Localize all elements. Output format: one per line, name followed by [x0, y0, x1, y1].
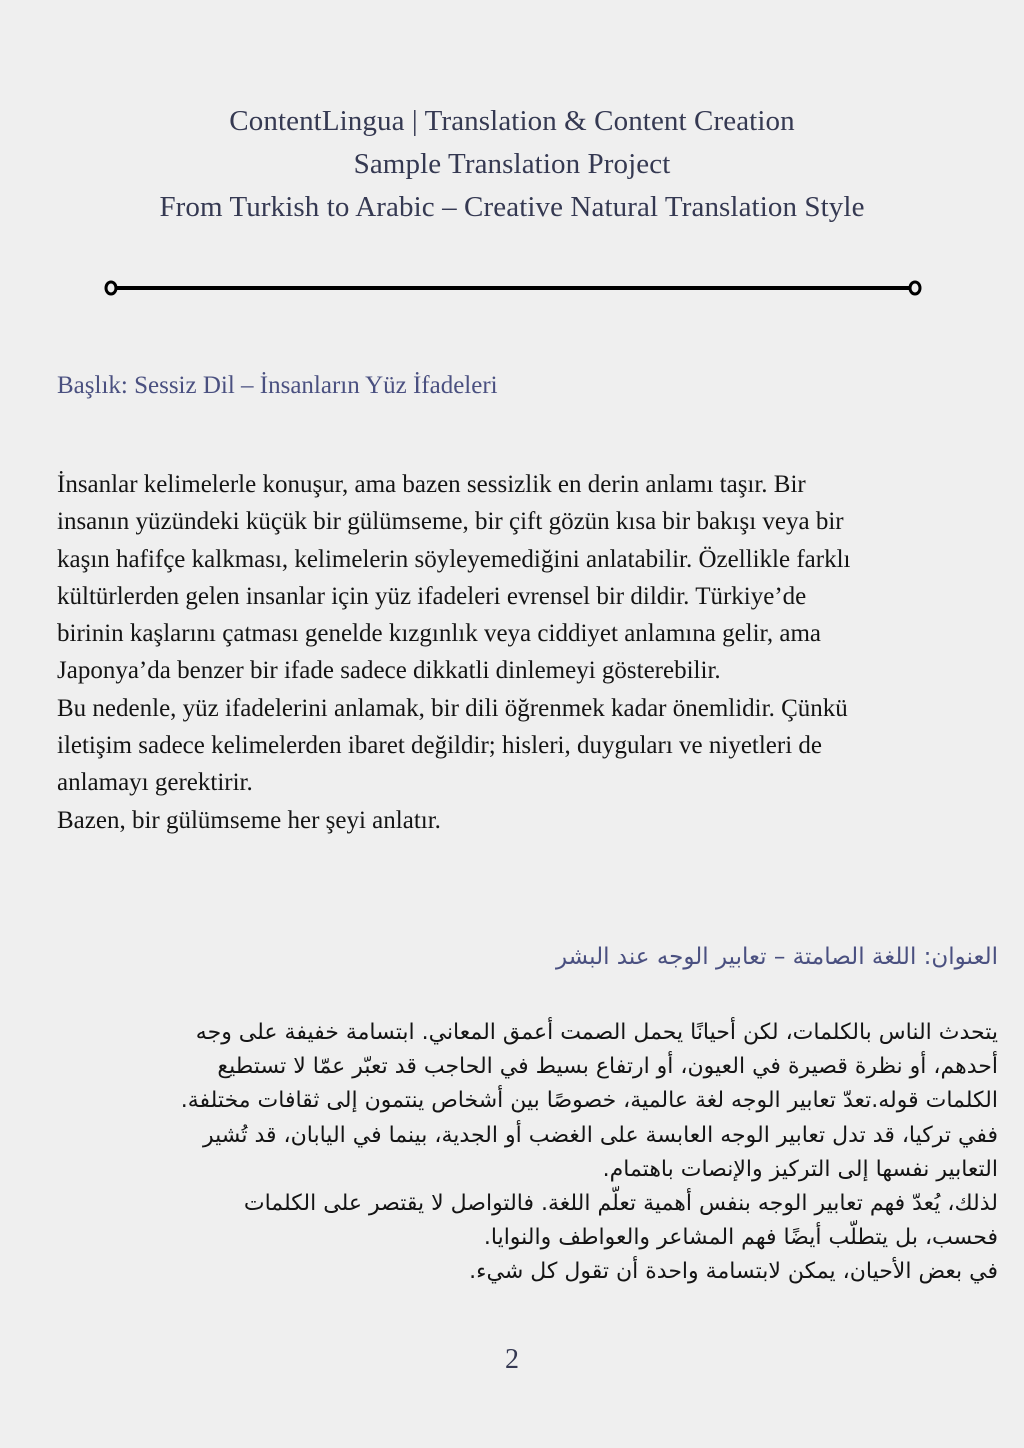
- turkish-body: [57, 466, 997, 839]
- arabic-line: لذلك، يُعدّ فهم تعابير الوجه بنفس أهمية تعلّم اللغة. فالتواصل لا يقتصر على الكلمات: [243, 1191, 998, 1217]
- document-header: [0, 100, 1024, 229]
- header-company-line: ContentLingua | Translation & Content Creation: [229, 105, 795, 137]
- turkish-line: Japonya’da benzer bir ifade sadece dikkatli dinlemeyi gösterebilir.: [57, 657, 721, 685]
- arabic-title: العنوان: اللغة الصامتة – تعابير الوجه عند البشر: [555, 944, 998, 970]
- turkish-line: insanın yüzündeki küçük bir gülümseme, bir çift gözün kısa bir bakışı veya bir: [57, 508, 844, 536]
- turkish-line: kaşın hafifçe kalkması, kelimelerin söyleyemediğini anlatabilir. Özellikle farklı: [57, 545, 851, 573]
- header-divider: [104, 278, 922, 298]
- turkish-line: birinin kaşlarını çatması genelde kızgınlık veya ciddiyet anlamına gelir, ama: [57, 620, 822, 648]
- header-project-line: Sample Translation Project: [353, 148, 671, 180]
- turkish-line: iletişim sadece kelimelerden ibaret değildir; hisleri, duyguları ve niyetleri de: [57, 732, 823, 760]
- arabic-line: أحدهم، أو نظرة قصيرة في العيون، أو ارتفاع بسيط في الحاجب قد تعبّر عمّا لا تستطيع: [217, 1054, 998, 1080]
- arabic-line: فحسب، بل يتطلّب أيضًا فهم المشاعر والعواطف والنوايا.: [483, 1225, 998, 1251]
- arabic-line: التعابير نفسها إلى التركيز والإنصات باهتمام.: [602, 1156, 998, 1182]
- turkish-line: Bu nedenle, yüz ifadelerini anlamak, bir dili öğrenmek kadar önemlidir. Çünkü: [57, 694, 848, 722]
- divider-left-endpoint: [106, 282, 116, 294]
- turkish-line: kültürlerden gelen insanlar için yüz ifadeleri evrensel bir dildir. Türkiye’de: [57, 582, 807, 610]
- arabic-line: يتحدث الناس بالكلمات، لكن أحيانًا يحمل الصمت أعمق المعاني. ابتسامة خفيفة على وجه: [195, 1020, 998, 1045]
- arabic-body: [18, 1016, 998, 1290]
- divider-right-endpoint: [910, 282, 920, 294]
- arabic-line: ففي تركيا، قد تدل تعابير الوجه العابسة على الغضب أو الجدية، بينما في اليابان، قد تُشير: [202, 1122, 998, 1148]
- turkish-line: anlamayı gerektirir.: [57, 769, 253, 797]
- turkish-line: İnsanlar kelimelerle konuşur, ama bazen sessizlik en derin anlamı taşır. Bir: [57, 471, 806, 498]
- arabic-line: الكلمات قوله.تعدّ تعابير الوجه لغة عالمية، خصوصًا بين أشخاص ينتمون إلى ثقافات مختلفة.: [180, 1088, 998, 1114]
- page-number: 2: [505, 1344, 519, 1375]
- turkish-line: Bazen, bir gülümseme her şeyi anlatır.: [57, 806, 441, 834]
- arabic-line: في بعض الأحيان، يمكن لابتسامة واحدة أن تقول كل شيء.: [469, 1259, 998, 1285]
- turkish-title: Başlık: Sessiz Dil – İnsanların Yüz İfadeleri: [57, 372, 498, 399]
- header-style-line: From Turkish to Arabic – Creative Natural Translation Style: [159, 191, 865, 223]
